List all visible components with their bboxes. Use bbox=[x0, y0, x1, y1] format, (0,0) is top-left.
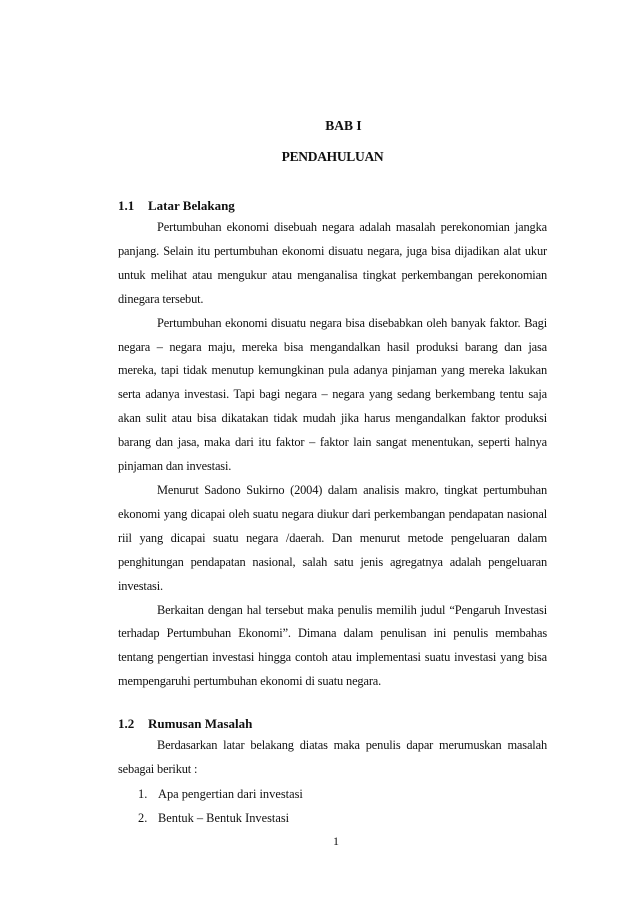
paragraph: Pertumbuhan ekonomi disebuah negara adalah masalah perekonomian jangka panjang. Selain itu pertumbuhan ekonomi disuatu negara, juga bisa dijadikan alat ukur untuk melihat atau mengukur atau menganalisa tingkat perkembangan perekonomian dinegara tersebut. bbox=[118, 220, 547, 306]
list-item-text: Apa pengertian dari investasi bbox=[158, 786, 303, 801]
list-item-number: 2. bbox=[138, 810, 148, 825]
list-item bbox=[138, 807, 547, 831]
list-item bbox=[138, 783, 547, 807]
section-number: 1.2 bbox=[118, 716, 135, 732]
section-title: Rumusan Masalah bbox=[148, 716, 253, 732]
paragraph: Pertumbuhan ekonomi disuatu negara bisa disebabkan oleh banyak faktor. Bagi negara – negara maju, mereka bisa mengandalkan hasil produksi barang dan jasa mereka, tapi tidak menutup kemungkinan pula adanya pinjaman yang mereka lakukan serta adanya investasi. Tapi bagi negara – negara yang sedang berkembang tentu saja akan sulit atau bisa dikatakan tidak mudah jika harus mengandalkan faktor produksi barang dan jasa, maka dari itu faktor – faktor lain sangat menentukan, seperti halnya pinjaman dan investasi. bbox=[118, 315, 547, 474]
paragraph: Menurut Sadono Sukirno (2004) dalam analisis makro, tingkat pertumbuhan ekonomi yang dicapai oleh suatu negara diukur dari perkembangan pendapatan nasional riil yang dicapai suatu negara /daerah. Dan menurut metode pengeluaran dalam penghitungan pendapatan nasional, salah satu jenis agregatnya adalah pengeluaran investasi. bbox=[118, 482, 547, 593]
paragraph: Berkaitan dengan hal tersebut maka penulis memilih judul “Pengaruh Investasi terhadap Pertumbuhan Ekonomi”. Dimana dalam penulisan ini penulis membahas tentang pengertian investasi hingga contoh atau implementasi suatu investasi yang bisa mempengaruhi pertumbuhan ekonomi di suatu negara. bbox=[118, 602, 547, 689]
problem-list bbox=[118, 783, 547, 831]
section-heading bbox=[118, 715, 547, 733]
chapter-title: PENDAHULUAN bbox=[281, 149, 384, 164]
document-page bbox=[118, 117, 547, 831]
list-item-number: 1. bbox=[138, 786, 148, 801]
page-number: 1 bbox=[333, 834, 339, 848]
section-title: Latar Belakang bbox=[148, 198, 235, 213]
section-number: 1.1 bbox=[118, 198, 135, 213]
paragraph: Berdasarkan latar belakang diatas maka penulis dapar merumuskan masalah sebagai berikut : bbox=[118, 738, 547, 777]
section-heading bbox=[118, 197, 547, 215]
list-item-text: Bentuk – Bentuk Investasi bbox=[158, 810, 290, 825]
chapter-label: BAB I bbox=[325, 118, 362, 133]
